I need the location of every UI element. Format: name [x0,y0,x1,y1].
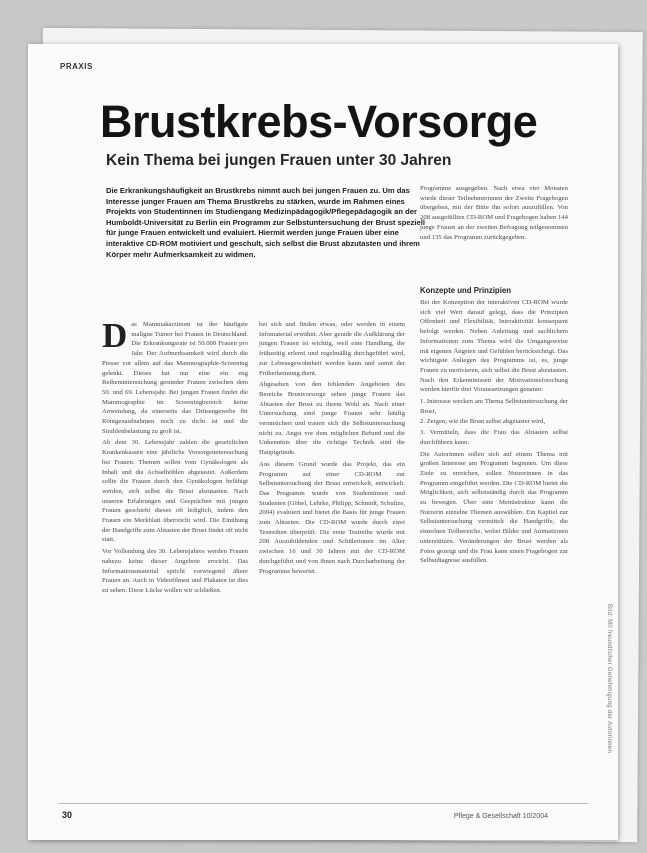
footer-rule [58,803,588,804]
column-1-paragraph-1 [102,316,248,436]
right-column-top [420,184,568,244]
column-2-paragraph-3: Aus diesem Grund wurde das Projekt, das ein Programm auf einer CD-ROM zur Selbstuntersuchung der Brust entwickelt, entwickelt. Das Programm wurde von Studentinnen und Studenten (Göbel, Lehrke, Philipp, Schmidt, Schultze, 2004) evaluiert und bietet die Basis für junge Frauen zum Abtasten. Die CD-ROM wurde durch zwei Testreihen überprüft. Die erste Testreihe wurde mit 208 Auszubildenden und Schülerinnen im Alter zwischen 16 und 30 Jahren mit der CD-ROM durchgeführt und von ihnen nach Durcharbeitung der Programme bewertet. [259,460,405,575]
right-column-paragraph-a: Bei der Konzeption der interaktiven CD-ROM wurde sich viel Wert darauf gelegt, dass die Prinzipien Offenheit und Flexibilität, Interaktivität konsequent befolgt werden. Neben Anleitung und sachlichem Informationen zum Thema wird die Umgangsweise mit eigenen Ängsten und Gefühlen berücksichtigt. Das wichtigste Anliegen des Programms ist, es, junge Frauen zu motivieren, sich selbst die Brust abzutasten. Nach den Erkenntnissen der Motivationsforschung werden hierfür drei Voraussetzungen genannt: [420,299,568,394]
column-2-paragraph-2: Abgesehen von den fehlenden Angeboten des Bereichs Brustvorsorge sehen junge Frauen das Abtasten der Brust zu ihrem Wohl an. Nach einer Untersuchung sind junge Frauen sehr häufig verunsichert und trauen sich die Selbstuntersuchung nicht zu. Angst vor dem möglichen Befund und die Unkenntnis über die richtige Technik sind die Hauptgründe. [259,381,405,457]
list-item: 2. Zeigen, wie die Brust selbst abgetastet wird, [420,418,546,426]
list-item: 3. Vermitteln, dass die Frau das Abtasten selbst durchführen kann. [420,429,568,446]
section-heading: Konzepte und Prinzipien [420,286,511,295]
right-column-paragraph-b: Die Autorinnen sollen sich auf einem Thema mit großen Interesse am Programm beginnen. Um diese Ziele zu erreichen, sollen Nutzerinnen in das Programm eingeführt werden. Die CD-ROM bietet die Möglichkeit, sich selbstständig durch das Programm zu bewegen. Über eine Menüstruktur kann die Nutzerin einzelne Themen auswählen. Ein Kapitel zur Selbstuntersuchung vermittelt die Handgriffe, die einzelnen Teilbereiche, wobei Bilder und Animationen unterstützen. Veränderungen der Brust werden als Fotos gezeigt und die Frau kann einen Fragebogen zur Selbstdiagnose ausfüllen. [420,450,568,565]
column-2 [259,320,405,578]
article-headline: Brustkrebs-Vorsorge [100,96,538,147]
column-1-paragraph-2: Ab dem 30. Lebensjahr zahlen die gesetzlichen Krankenkassen eine jährliche Vorsorgeuntersuchung bei Frauen. Themen sollen vom Gynäkologen als Inhalt und die Achselhöhlen abgetastet. Außerdem sollte die Frauen durch den Gynäkologen befähigt werden, sich selbst die Brust abzutasten. Nach unseren Erfahrungen und Gesprächen mit jungen Frauen geschieht dieses oft lediglich, indem den Frauen ein Merkblatt überreicht wird. Die Einübung der Handgriffe zum Abtasten der Brust findet oft nicht statt. [102,439,248,544]
article-subtitle: Kein Thema bei jungen Frauen unter 30 Jahren [106,152,452,169]
intro-paragraph: Die Erkrankungshäufigkeit an Brustkrebs nimmt auch bei jungen Frauen zu. Um das Interesse junger Frauen am Thema Brustkrebs zu stärken, wurde im Rahmen eines Projekts von Studentinnen im Studiengang Medizinpädagogik/Pflegepädagogik an der Humboldt-Universität zu Berlin ein Programm zur Selbstuntersuchung der Brust speziell für junge Frauen entwickelt und evaluiert. Hiermit werden junge Frauen über eine interaktive CD-ROM motiviert und geschult, sich selbst die Brust abzutasten und ihrem Körper mehr Aufmerksamkeit zu widmen. [106,186,425,259]
column-1-text-1: as Mammakarzinom ist der häufigste maligne Tumor bei Frauen in Deutschland. Die Erkrankungsrate ist 50.000 Frauen pro Jahr. Der Aufmerksamkeit wird durch die Presse vor allem auf das Mammographie-Screening gelenkt. Dieses hat nur eine ein eng Reihenuntersuchung gesunder Frauen zwischen dem 50. und 69. Lebensjahr. Bei jungen Frauen findet die Mammographie im Screeningbereich keine Anwendung, da einerseits das Drüsengewebe für Röntgenaufnahmen noch zu dicht ist und die Strahlenbelastung zu groß ist. [102,321,248,435]
column-1 [102,316,248,598]
list-item: 1. Interesse wecken am Thema Selbstuntersuchung der Brust, [420,398,568,415]
right-column-top-text: Programme ausgegeben. Nach etwa vier Monaten wurde dieser Teilnehmerinnen der Zweite Fragebogen übergeben, mit der Bitte ihn sofort auszufüllen. Von 208 ausgefüllten CD-ROM und Fragebogen haben 144 junge Frauen an der zweiten Befragung teilgenommen und 135 das Programm zurückgegeben. [420,185,568,241]
magazine-page [28,44,618,840]
right-column-body [420,298,568,568]
article-intro [106,186,426,260]
column-1-paragraph-3: Vor Vollendung des 30. Lebensjahres werden Frauen nahezu keine dieser Angebote erreicht. Das Informationsmaterial spricht vorwiegend ältere Frauen an. Auch in Videofilmen und Plakaten ist dies zu sehen. Diese Lücke wollen wir schließen. [102,548,248,594]
motivation-list [420,397,568,448]
section-label: PRAXIS [60,62,93,71]
photo-credit: Bild: Mit freundlicher Genehmigung der Autorinnen [606,604,612,754]
issue-label: Pflege & Gesellschaft 10/2004 [453,813,548,820]
drop-cap: D [102,316,128,355]
column-2-paragraph-1: bei sich und finden etwas, oder werden in einem Infomaterial erwähnt. Aber gerade die Aufklärung der jungen Frauen ist wichtig, weil eine Handlung, die frühzeitig erlernt und regelmäßig durchgeführt wird, zur Lebensgewohnheit werden kann und somit der Früherkennung dient. [259,321,405,377]
page-number: 30 [62,810,73,820]
